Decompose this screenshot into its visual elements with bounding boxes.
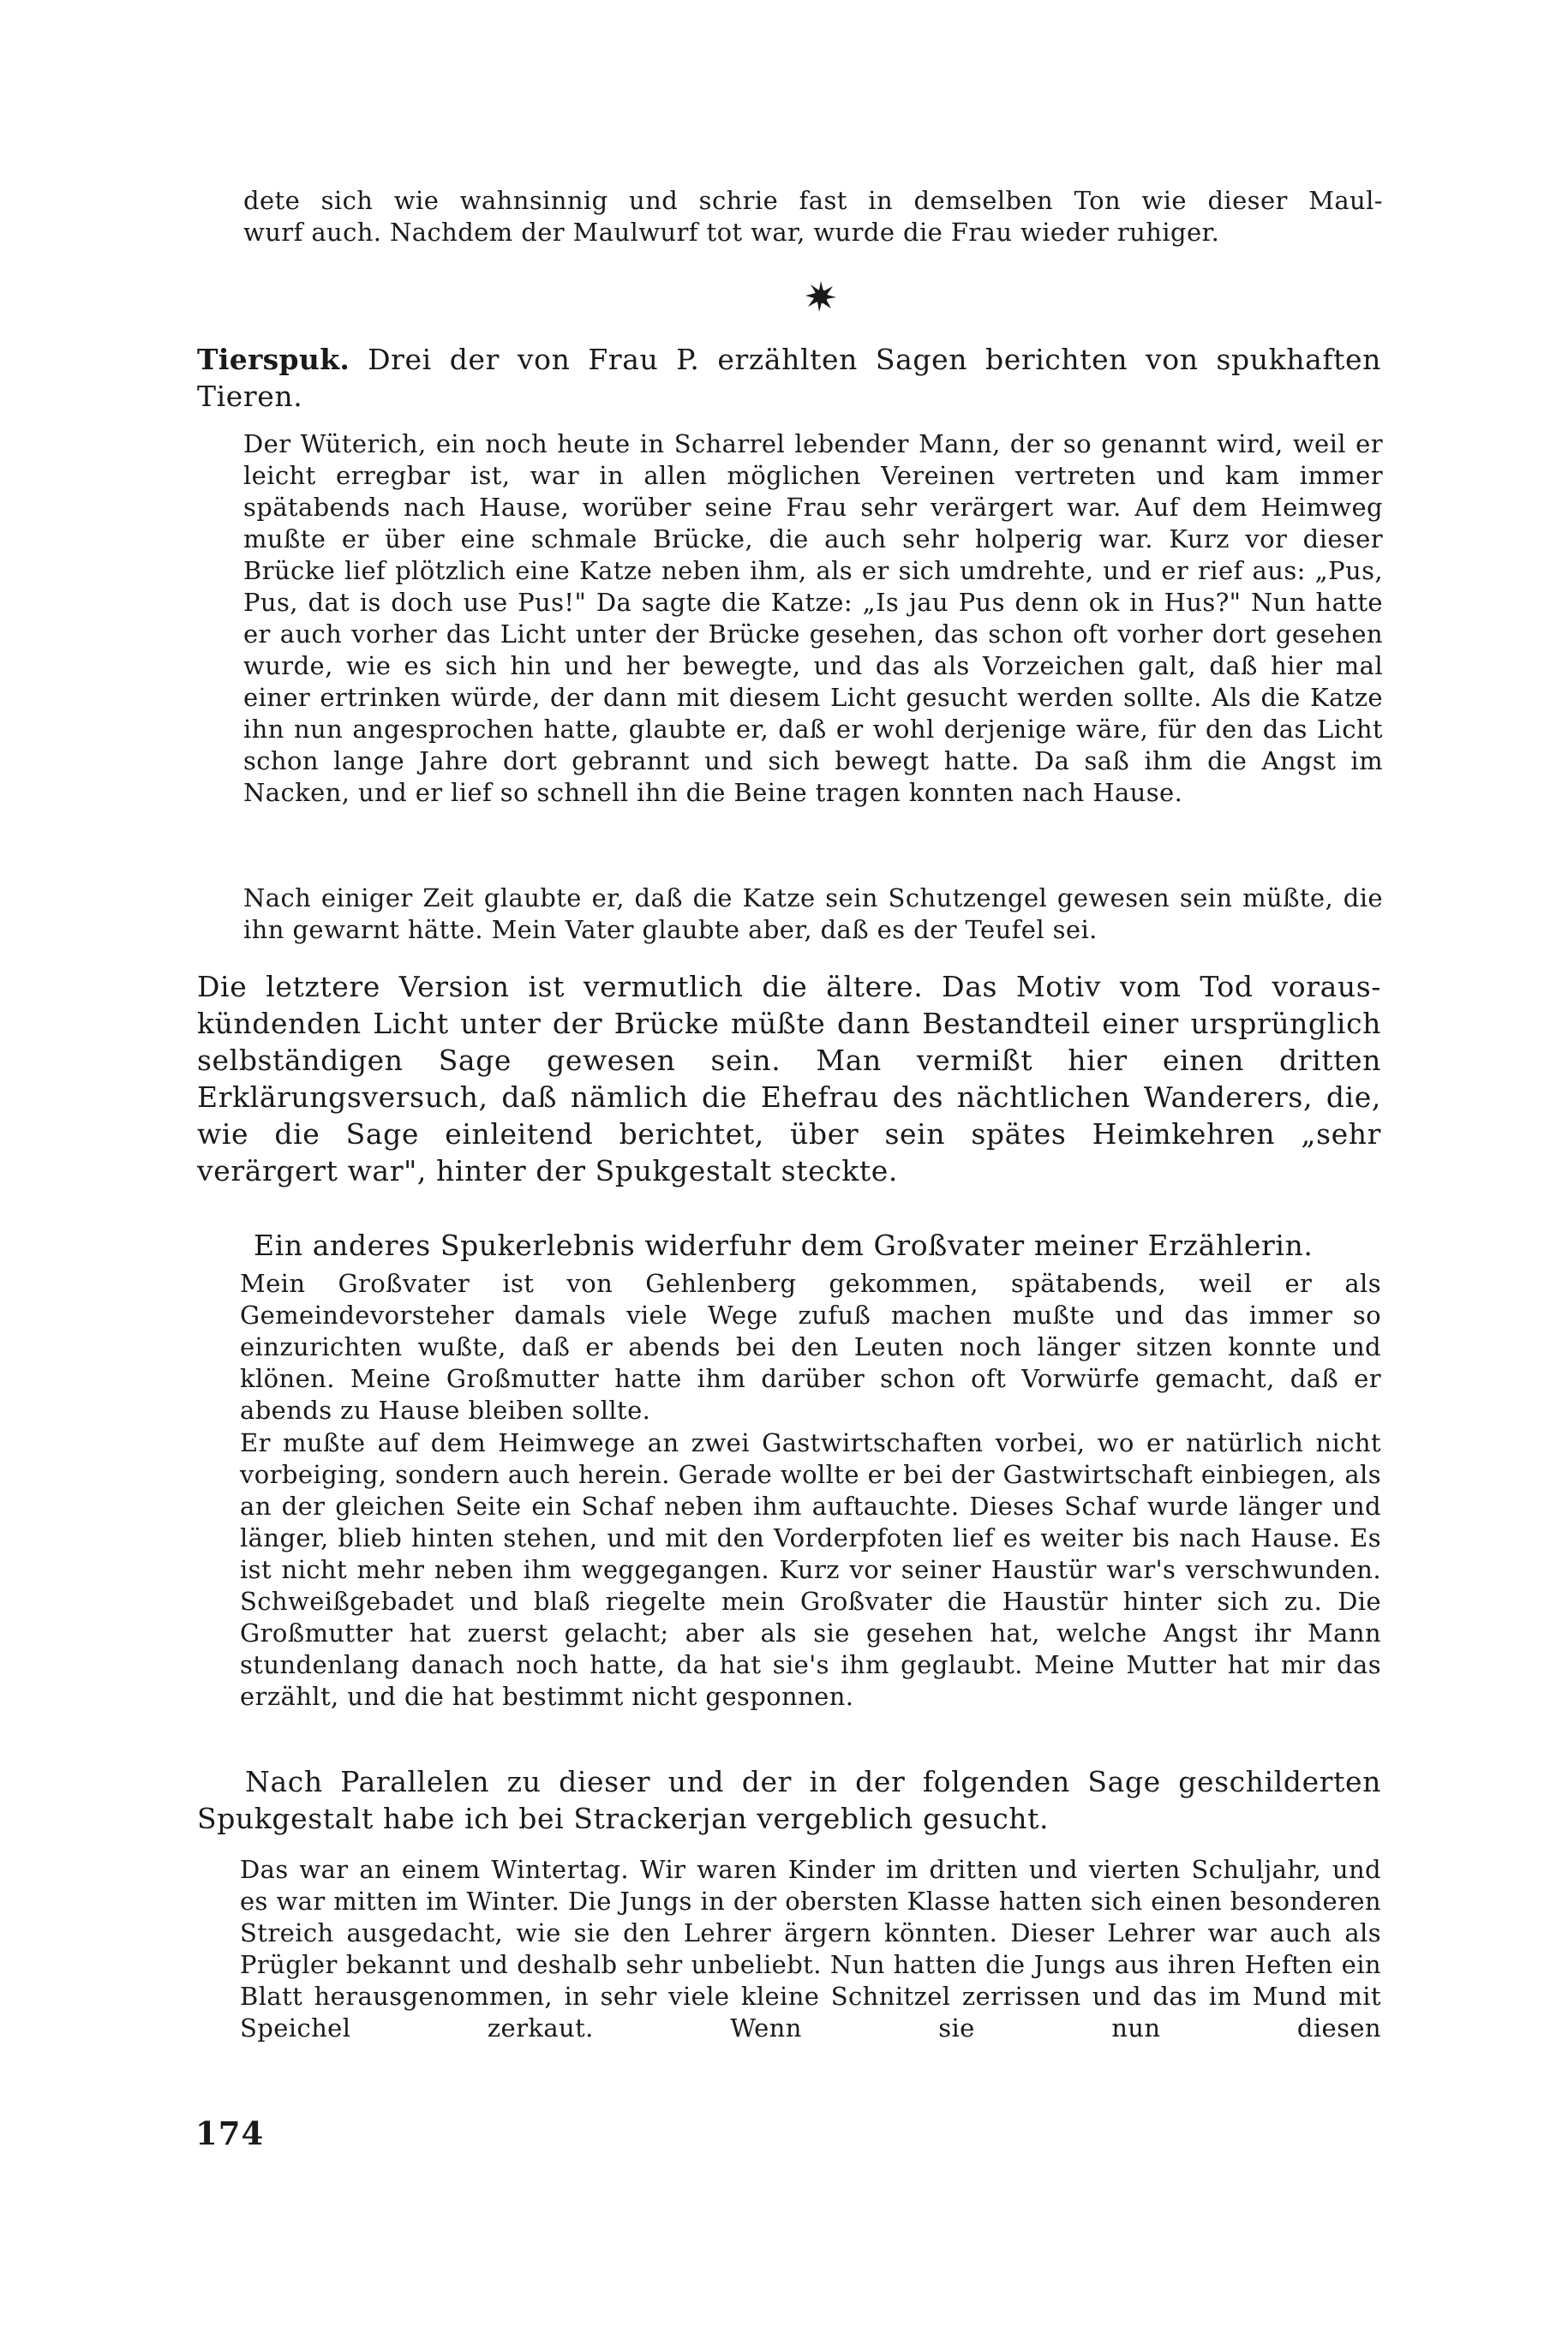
quote-text: Das war an einem Wintertag. Wir waren Kinder im dritten und vierten Schuljahr, und es war mitten im Winter. Die Jungs in der obersten Klasse hatten sich einen besonderen Streich ausgedacht, wie sie den Lehrer ärgern könnten. Dieser Lehrer war auch als Prügler bekannt und deshalb sehr unbeliebt. Nun hatten die Jungs aus ihren Heften ein Blatt herausgenommen, in sehr viele kleine Schnitzel zerrissen und das im Mund mit Speichel zerkaut. Wenn sie nun diesen	[240, 1855, 1381, 2043]
body-text: Nach Parallelen zu dieser und der in der folgenden Sage geschilderten Spukgestalt habe ich bei Strackerjan vergeblich gesucht.	[197, 1765, 1381, 1835]
quote-paragraph	[240, 1268, 1381, 1427]
quote-text: Er mußte auf dem Heimwege an zwei Gastwirtschaften vorbei, wo er natürlich nicht vorbeiging, sondern auch herein. Gerade wollte er bei der Gastwirtschaft einbiegen, als an der gleichen Seite ein Schaf neben ihm auftauchte. Dieses Schaf wurde länger und länger, blieb hinten stehen, und mit den Vorderpfoten lief es weiter bis nach Hause. Es ist nicht mehr neben ihm weggegangen. Kurz vor seiner Haustür war's verschwunden. Schweißgebadet und blaß riegelte mein Großvater die Haustür hinter sich zu. Die Großmutter hat zuerst gelacht; aber als sie gesehen hat, welche Angst ihr Mann stundenlang danach noch hatte, da hat sie's ihm geglaubt. Meine Mutter hat mir das erzählt, und die hat bestimmt nicht gesponnen.	[240, 1428, 1381, 1711]
body-paragraph	[197, 968, 1381, 1189]
intro-paragraph	[243, 185, 1383, 248]
intro-line: wurf auch. Nachdem der Maulwurf tot war, wurde die Frau wieder ruhiger.	[243, 218, 1220, 247]
body-text: Ein anderes Spukerlebnis widerfuhr dem Großvater meiner Erzählerin.	[254, 1229, 1314, 1262]
section-heading-text: Drei der von Frau P. erzählten Sagen berichten von spukhaften Tieren.	[197, 343, 1381, 413]
quote-text: Der Wüterich, ein noch heute in Scharrel lebender Mann, der so genannt wird, weil er leicht erregbar ist, war in allen möglichen Vereinen vertreten und kam immer spätabends nach Hause, worüber seine Frau sehr verärgert war. Auf dem Heimweg mußte er über eine schmale Brücke, die auch sehr holperig war. Kurz vor dieser Brücke lief plötzlich eine Katze neben ihm, als er sich umdrehte, und er rief aus: „Pus, Pus, dat is doch use Pus!" Da sagte die Katze: „Is jau Pus denn ok in Hus?" Nun hatte er auch vorher das Licht unter der Brücke gesehen, das schon oft vorher dort gesehen wurde, wie es sich hin und her bewegte, und das als Vorzeichen galt, daß hier mal einer ertrinken würde, der dann mit diesem Licht gesucht werden sollte. Als die Katze ihn nun angesprochen hatte, glaubte er, daß er wohl derjenige wäre, für den das Licht schon lange Jahre dort gebrannt und sich bewegt hatte. Da saß ihm die Angst im Nacken, und er lief so schnell ihn die Beine tragen konnten nach Hause.	[243, 429, 1383, 807]
quote-paragraph	[243, 882, 1383, 946]
body-text: Die letztere Version ist vermutlich die ältere. Das Motiv vom Tod voraus-kündenden Licht unter der Brücke müßte dann Bestandteil einer ursprünglich selbständigen Sage gewesen sein. Man vermißt hier einen dritten Erklärungsversuch, daß nämlich die Ehefrau des nächtlichen Wanderers, die, wie die Sage einleitend berichtet, über sein spätes Heimkehren „sehr verärgert war", hinter der Spukgestalt steckte.	[197, 970, 1381, 1187]
section-heading-paragraph	[197, 341, 1381, 415]
section-heading-title: Tierspuk.	[197, 343, 350, 376]
body-paragraph	[197, 1227, 1381, 1264]
quote-paragraph	[243, 428, 1383, 809]
quote-text: Mein Großvater ist von Gehlenberg gekommen, spätabends, weil er als Gemeindevorsteher damals viele Wege zufuß machen mußte und das immer so einzurichten wußte, daß er abends bei den Leuten noch länger sitzen konnte und klönen. Meine Großmutter hatte ihm darüber schon oft Vorwürfe gemacht, daß er abends zu Hause bleiben sollte.	[240, 1269, 1381, 1425]
intro-line: dete sich wie wahnsinnig und schrie fast in demselben Ton wie dieser Maul-	[243, 186, 1383, 215]
section-ornament-icon	[804, 279, 838, 314]
quote-paragraph	[240, 1854, 1381, 2044]
quote-paragraph	[240, 1427, 1381, 1713]
page-number: 174	[195, 2115, 265, 2152]
body-paragraph	[197, 1763, 1381, 1837]
quote-text: Nach einiger Zeit glaubte er, daß die Katze sein Schutzengel gewesen sein müßte, die ihn gewarnt hätte. Mein Vater glaubte aber, daß es der Teufel sei.	[243, 883, 1383, 944]
